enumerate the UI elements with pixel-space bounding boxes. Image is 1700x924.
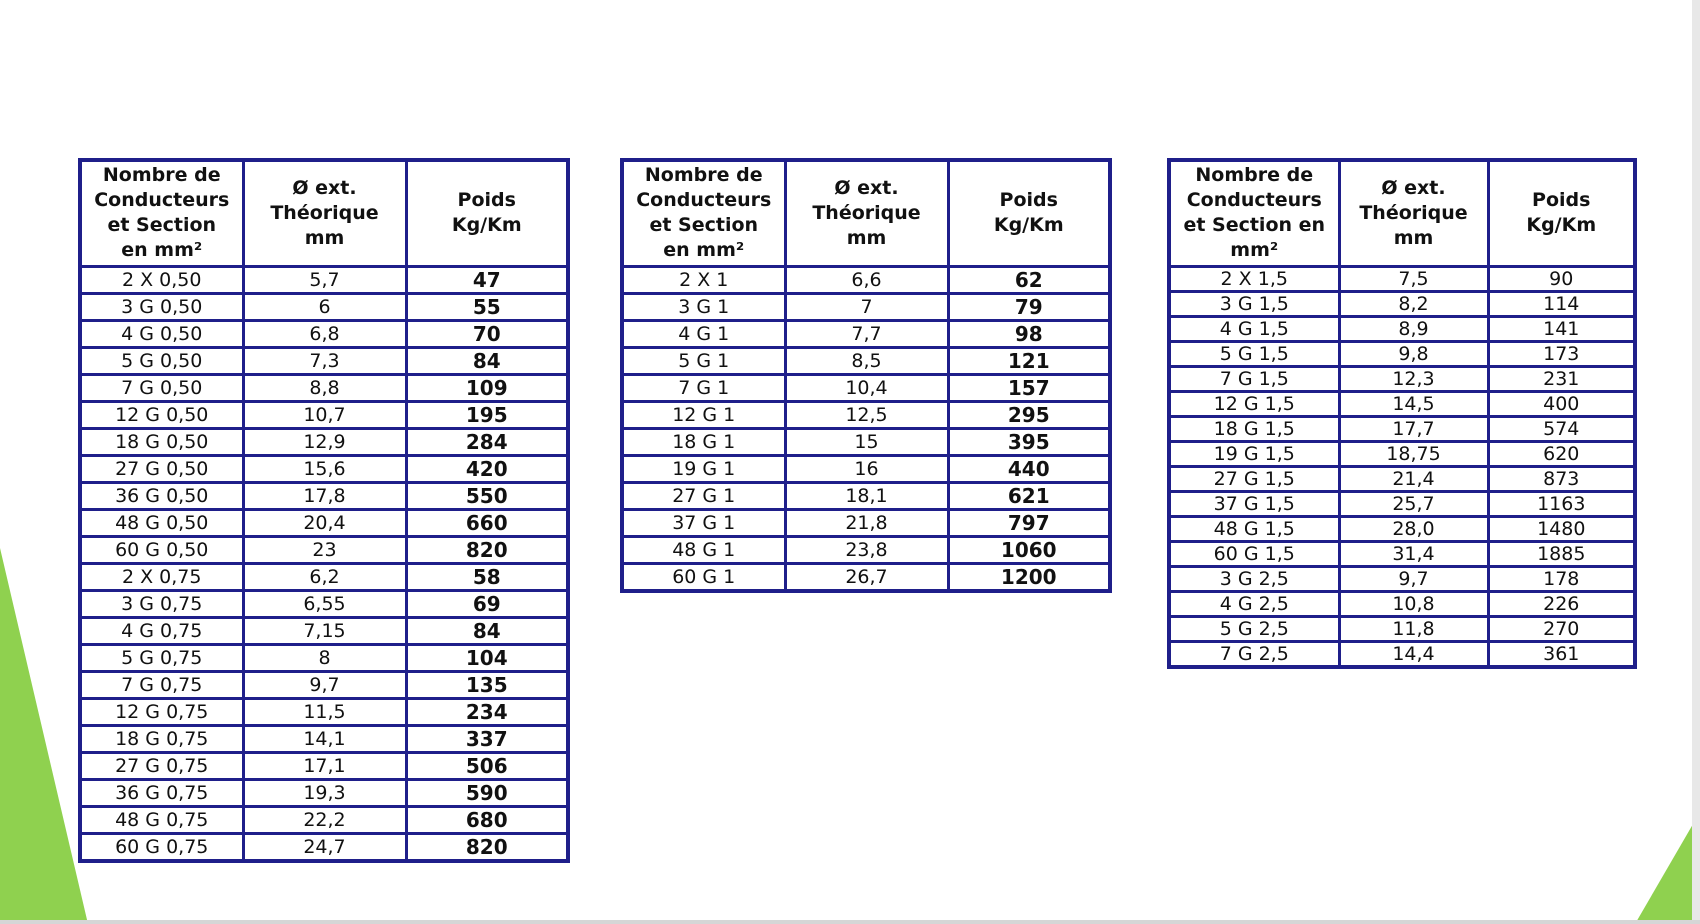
cell-diameter: 10,7	[243, 401, 406, 428]
cell-conductors: 2 X 0,50	[80, 266, 243, 293]
cell-conductors: 60 G 1,5	[1169, 541, 1339, 566]
table-row	[80, 266, 568, 293]
cell-conductors: 48 G 1	[622, 536, 785, 563]
cell-weight: 550	[406, 482, 568, 509]
cell-conductors: 5 G 1,5	[1169, 341, 1339, 366]
cell-conductors: 7 G 1,5	[1169, 366, 1339, 391]
cell-weight: 104	[406, 644, 568, 671]
cell-weight: 70	[406, 320, 568, 347]
cell-weight: 121	[948, 347, 1110, 374]
cell-diameter: 21,8	[785, 509, 948, 536]
header-line: et Section en	[1183, 214, 1326, 237]
cell-conductors: 7 G 0,75	[80, 671, 243, 698]
cell-conductors: 3 G 1	[622, 293, 785, 320]
cell-diameter: 12,9	[243, 428, 406, 455]
cell-conductors: 2 X 1	[622, 266, 785, 293]
cell-diameter: 7,15	[243, 617, 406, 644]
table-row	[1169, 466, 1635, 491]
cell-diameter: 25,7	[1339, 491, 1488, 516]
cell-conductors: 27 G 1,5	[1169, 466, 1339, 491]
header-diameter	[785, 160, 948, 266]
green-triangle-right	[1635, 812, 1700, 924]
cell-weight: 62	[948, 266, 1110, 293]
cable-table-1	[78, 158, 570, 863]
cell-weight: 1060	[948, 536, 1110, 563]
cell-weight: 79	[948, 293, 1110, 320]
table-row	[80, 698, 568, 725]
cell-conductors: 12 G 1,5	[1169, 391, 1339, 416]
table-row	[622, 320, 1110, 347]
cell-weight: 295	[948, 401, 1110, 428]
cell-weight: 395	[948, 428, 1110, 455]
table-row	[80, 833, 568, 861]
table-row	[80, 725, 568, 752]
cell-diameter: 14,1	[243, 725, 406, 752]
table-row	[1169, 516, 1635, 541]
table-row	[622, 266, 1110, 293]
table-row	[1169, 341, 1635, 366]
cell-conductors: 4 G 0,75	[80, 617, 243, 644]
cell-diameter: 14,4	[1339, 641, 1488, 667]
cell-diameter: 19,3	[243, 779, 406, 806]
table-row	[1169, 641, 1635, 667]
cell-conductors: 48 G 0,75	[80, 806, 243, 833]
header-line: Poids	[457, 189, 516, 212]
cell-diameter: 8,5	[785, 347, 948, 374]
cell-weight: 1480	[1488, 516, 1635, 541]
table-row	[80, 752, 568, 779]
cell-weight: 621	[948, 482, 1110, 509]
cell-conductors: 7 G 2,5	[1169, 641, 1339, 667]
table-row	[1169, 366, 1635, 391]
cell-weight: 141	[1488, 316, 1635, 341]
cell-conductors: 2 X 1,5	[1169, 266, 1339, 291]
cell-conductors: 4 G 1,5	[1169, 316, 1339, 341]
cell-weight: 506	[406, 752, 568, 779]
table-row	[80, 644, 568, 671]
cell-weight: 47	[406, 266, 568, 293]
cable-table-2	[620, 158, 1112, 593]
cell-conductors: 60 G 0,50	[80, 536, 243, 563]
table-row	[80, 671, 568, 698]
table-row	[80, 617, 568, 644]
cell-weight: 420	[406, 455, 568, 482]
cell-conductors: 18 G 1,5	[1169, 416, 1339, 441]
table-row	[80, 482, 568, 509]
header-line: Kg/Km	[993, 214, 1064, 237]
header-weight	[948, 160, 1110, 266]
header-line: Nombre de	[1195, 164, 1314, 187]
cell-weight: 797	[948, 509, 1110, 536]
cell-conductors: 27 G 0,75	[80, 752, 243, 779]
header-weight	[1488, 160, 1635, 266]
cell-conductors: 2 X 0,75	[80, 563, 243, 590]
cell-weight: 820	[406, 833, 568, 861]
cell-conductors: 60 G 1	[622, 563, 785, 591]
cell-diameter: 8,8	[243, 374, 406, 401]
cell-weight: 226	[1488, 591, 1635, 616]
cell-diameter: 12,5	[785, 401, 948, 428]
cell-conductors: 3 G 1,5	[1169, 291, 1339, 316]
cell-conductors: 12 G 0,50	[80, 401, 243, 428]
header-conductors	[1169, 160, 1339, 266]
header-line: en mm²	[663, 239, 745, 262]
cell-diameter: 10,4	[785, 374, 948, 401]
cell-diameter: 9,8	[1339, 341, 1488, 366]
header-line: Nombre de	[644, 164, 763, 187]
cell-conductors: 4 G 2,5	[1169, 591, 1339, 616]
cell-diameter: 24,7	[243, 833, 406, 861]
cell-weight: 195	[406, 401, 568, 428]
cell-diameter: 6,8	[243, 320, 406, 347]
cell-diameter: 26,7	[785, 563, 948, 591]
cell-weight: 270	[1488, 616, 1635, 641]
table-row	[1169, 566, 1635, 591]
table-row	[1169, 591, 1635, 616]
header-line: Kg/Km	[1526, 214, 1597, 237]
cell-conductors: 5 G 2,5	[1169, 616, 1339, 641]
table-row	[80, 563, 568, 590]
header-conductors	[622, 160, 785, 266]
cell-weight: 574	[1488, 416, 1635, 441]
table-row	[622, 509, 1110, 536]
green-triangle-left	[0, 548, 88, 924]
table-row	[1169, 266, 1635, 291]
header-line: Théorique	[812, 201, 921, 224]
cell-weight: 98	[948, 320, 1110, 347]
table-row	[80, 401, 568, 428]
cell-diameter: 5,7	[243, 266, 406, 293]
cell-diameter: 17,1	[243, 752, 406, 779]
cell-diameter: 7,7	[785, 320, 948, 347]
cell-weight: 58	[406, 563, 568, 590]
table-body	[622, 266, 1110, 591]
cable-table-3	[1167, 158, 1637, 669]
header-line: et Section	[649, 214, 759, 237]
cell-weight: 135	[406, 671, 568, 698]
table-row	[1169, 316, 1635, 341]
cell-conductors: 37 G 1,5	[1169, 491, 1339, 516]
cell-conductors: 3 G 2,5	[1169, 566, 1339, 591]
cell-conductors: 12 G 1	[622, 401, 785, 428]
table-row	[622, 374, 1110, 401]
cell-conductors: 3 G 0,50	[80, 293, 243, 320]
header-line: Poids	[999, 189, 1058, 212]
table-row	[622, 563, 1110, 591]
header-line: Ø ext.	[834, 176, 899, 199]
table-row	[80, 320, 568, 347]
cell-weight: 173	[1488, 341, 1635, 366]
table-body	[1169, 266, 1635, 667]
cell-conductors: 27 G 0,50	[80, 455, 243, 482]
table-row	[80, 428, 568, 455]
table-row	[1169, 541, 1635, 566]
cell-diameter: 21,4	[1339, 466, 1488, 491]
cell-weight: 1200	[948, 563, 1110, 591]
cell-conductors: 3 G 0,75	[80, 590, 243, 617]
cell-weight: 1885	[1488, 541, 1635, 566]
cell-weight: 55	[406, 293, 568, 320]
cell-conductors: 27 G 1	[622, 482, 785, 509]
table-row	[1169, 291, 1635, 316]
table-row	[622, 401, 1110, 428]
cell-diameter: 11,5	[243, 698, 406, 725]
header-line: mm	[1393, 226, 1434, 249]
cell-diameter: 10,8	[1339, 591, 1488, 616]
cell-weight: 440	[948, 455, 1110, 482]
cell-diameter: 8,2	[1339, 291, 1488, 316]
table-row	[1169, 391, 1635, 416]
cell-conductors: 4 G 1	[622, 320, 785, 347]
cell-conductors: 12 G 0,75	[80, 698, 243, 725]
header-line: Ø ext.	[292, 176, 357, 199]
table-row	[80, 509, 568, 536]
cell-diameter: 17,8	[243, 482, 406, 509]
table-row	[80, 590, 568, 617]
table-row	[622, 536, 1110, 563]
cell-diameter: 28,0	[1339, 516, 1488, 541]
cell-diameter: 9,7	[243, 671, 406, 698]
header-line: Conducteurs	[636, 189, 772, 212]
cell-diameter: 23	[243, 536, 406, 563]
table-row	[622, 482, 1110, 509]
table-row	[80, 293, 568, 320]
header-diameter	[243, 160, 406, 266]
cell-weight: 680	[406, 806, 568, 833]
cell-diameter: 16	[785, 455, 948, 482]
cell-weight: 231	[1488, 366, 1635, 391]
cell-diameter: 20,4	[243, 509, 406, 536]
cell-weight: 820	[406, 536, 568, 563]
cell-weight: 69	[406, 590, 568, 617]
cell-conductors: 60 G 0,75	[80, 833, 243, 861]
bottom-band	[0, 920, 1700, 924]
header-line: mm	[304, 226, 345, 249]
header-line: en mm²	[121, 239, 203, 262]
table-row	[80, 806, 568, 833]
cell-diameter: 31,4	[1339, 541, 1488, 566]
header-line: Conducteurs	[1186, 189, 1322, 212]
table-row	[1169, 616, 1635, 641]
table-header-row	[1169, 160, 1635, 266]
cell-diameter: 8	[243, 644, 406, 671]
header-line: Conducteurs	[94, 189, 230, 212]
table-row	[80, 347, 568, 374]
header-line: Kg/Km	[451, 214, 522, 237]
table-row	[80, 374, 568, 401]
header-conductors	[80, 160, 243, 266]
header-diameter	[1339, 160, 1488, 266]
cell-weight: 620	[1488, 441, 1635, 466]
cell-diameter: 18,1	[785, 482, 948, 509]
cell-weight: 90	[1488, 266, 1635, 291]
cell-conductors: 5 G 0,75	[80, 644, 243, 671]
cell-conductors: 37 G 1	[622, 509, 785, 536]
cell-diameter: 14,5	[1339, 391, 1488, 416]
cell-diameter: 6,2	[243, 563, 406, 590]
cell-conductors: 18 G 0,50	[80, 428, 243, 455]
header-weight	[406, 160, 568, 266]
cell-diameter: 6	[243, 293, 406, 320]
cell-weight: 660	[406, 509, 568, 536]
table-row	[1169, 441, 1635, 466]
header-line: mm	[846, 226, 887, 249]
cell-conductors: 18 G 0,75	[80, 725, 243, 752]
table-row	[622, 428, 1110, 455]
table-row	[80, 455, 568, 482]
cell-weight: 178	[1488, 566, 1635, 591]
right-edge-shadow	[1692, 0, 1700, 924]
cell-weight: 400	[1488, 391, 1635, 416]
cell-weight: 114	[1488, 291, 1635, 316]
table-header-row	[80, 160, 568, 266]
header-line: Poids	[1532, 189, 1591, 212]
header-line: Théorique	[1359, 201, 1468, 224]
cell-weight: 361	[1488, 641, 1635, 667]
table-header-row	[622, 160, 1110, 266]
header-line: mm²	[1230, 239, 1279, 262]
cell-weight: 284	[406, 428, 568, 455]
header-line: Théorique	[270, 201, 379, 224]
cell-weight: 337	[406, 725, 568, 752]
cell-conductors: 48 G 0,50	[80, 509, 243, 536]
cell-conductors: 5 G 1	[622, 347, 785, 374]
cell-diameter: 15	[785, 428, 948, 455]
cell-weight: 1163	[1488, 491, 1635, 516]
cell-weight: 157	[948, 374, 1110, 401]
cell-weight: 84	[406, 617, 568, 644]
cell-weight: 109	[406, 374, 568, 401]
table-row	[1169, 491, 1635, 516]
cell-diameter: 8,9	[1339, 316, 1488, 341]
cell-conductors: 18 G 1	[622, 428, 785, 455]
cell-conductors: 48 G 1,5	[1169, 516, 1339, 541]
cell-conductors: 36 G 0,75	[80, 779, 243, 806]
table-row	[1169, 416, 1635, 441]
table-row	[622, 293, 1110, 320]
header-line: et Section	[107, 214, 217, 237]
cell-weight: 84	[406, 347, 568, 374]
cell-diameter: 23,8	[785, 536, 948, 563]
cell-conductors: 36 G 0,50	[80, 482, 243, 509]
cell-diameter: 22,2	[243, 806, 406, 833]
table-row	[80, 536, 568, 563]
cell-conductors: 7 G 0,50	[80, 374, 243, 401]
cell-diameter: 7	[785, 293, 948, 320]
cell-conductors: 7 G 1	[622, 374, 785, 401]
cell-weight: 873	[1488, 466, 1635, 491]
cell-weight: 590	[406, 779, 568, 806]
table-body	[80, 266, 568, 861]
cell-diameter: 7,3	[243, 347, 406, 374]
cell-diameter: 17,7	[1339, 416, 1488, 441]
cell-weight: 234	[406, 698, 568, 725]
table-row	[622, 347, 1110, 374]
header-line: Nombre de	[102, 164, 221, 187]
cell-diameter: 12,3	[1339, 366, 1488, 391]
header-line: Ø ext.	[1381, 176, 1446, 199]
cell-diameter: 9,7	[1339, 566, 1488, 591]
cell-diameter: 6,6	[785, 266, 948, 293]
table-row	[622, 455, 1110, 482]
cell-diameter: 7,5	[1339, 266, 1488, 291]
cell-conductors: 4 G 0,50	[80, 320, 243, 347]
cell-diameter: 6,55	[243, 590, 406, 617]
cell-conductors: 19 G 1	[622, 455, 785, 482]
cell-diameter: 11,8	[1339, 616, 1488, 641]
cell-diameter: 15,6	[243, 455, 406, 482]
cell-conductors: 5 G 0,50	[80, 347, 243, 374]
cell-diameter: 18,75	[1339, 441, 1488, 466]
cell-conductors: 19 G 1,5	[1169, 441, 1339, 466]
table-row	[80, 779, 568, 806]
